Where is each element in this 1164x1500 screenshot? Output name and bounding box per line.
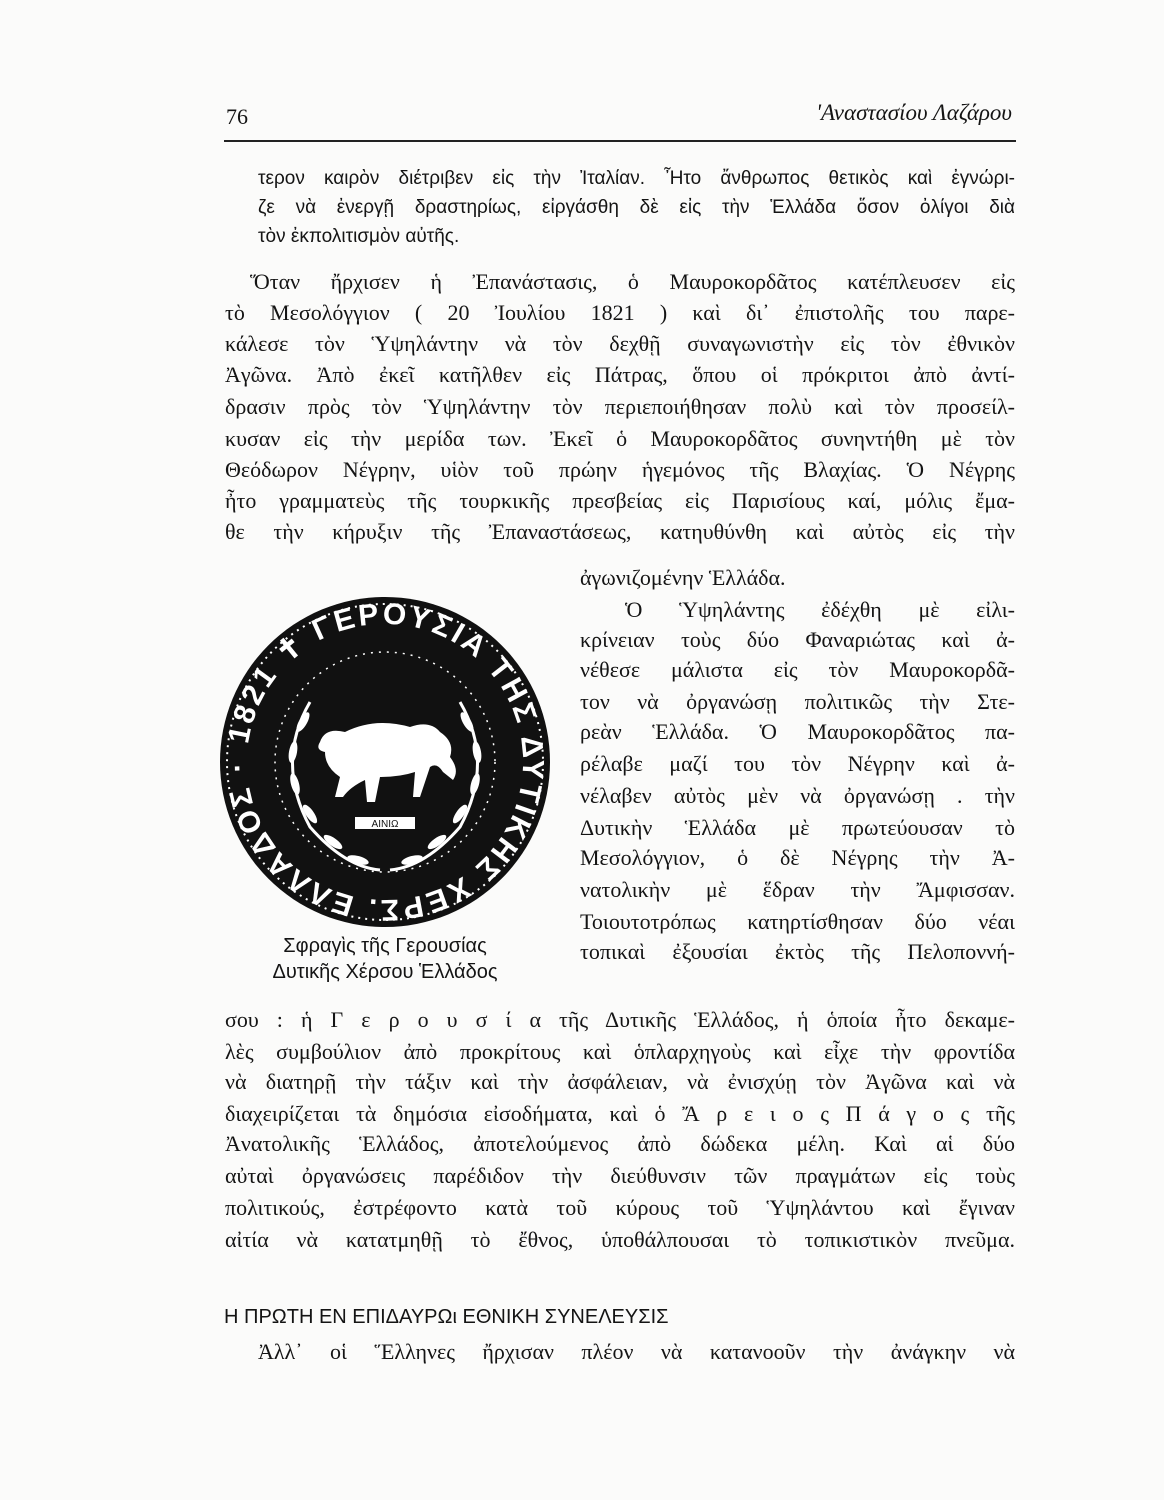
figure-caption-line: Σφραγὶς τῆς Γερουσίας xyxy=(283,935,487,957)
text-line: κυσαν εἰς τὴν μερίδα των. Ἐκεῖ ὁ Μαυροκορδᾶτος συνηντήθη μὲ τὸν xyxy=(225,426,1015,451)
seal-plaque-text: ΑΙΝΙΩ xyxy=(371,819,399,830)
text-line: διαχειρίζεται τὰ δημόσια εἰσοδήματα, καὶ ὁ Ἄ ρ ε ι ο ς Π ά γ ο ς τῆς xyxy=(225,1101,1015,1126)
figure-caption-line: Δυτικῆς Χέρσου Ἑλλάδος xyxy=(272,961,498,983)
text-line: Ἀγῶνα. Ἀπὸ ἐκεῖ κατῆλθεν εἰς Πάτρας, ὅπου οἱ πρόκριτοι ἀπὸ ἀντί- xyxy=(225,362,1015,387)
text-line: Ὁ Ὑψηλάντης ἐδέχθη μὲ εἰλι- xyxy=(625,597,1015,622)
text-line: Θεόδωρον Νέγρην, υἱὸν τοῦ πρώην ἡγεμόνος τῆς Βλαχίας. Ὁ Νέγρης xyxy=(225,457,1015,482)
page-number: 76 xyxy=(226,104,248,129)
text-line: νὰ διατηρῇ τὴν τάξιν καὶ τὴν ἀσφάλειαν, νὰ ἐνισχύῃ τὸν Ἀγῶνα καὶ νὰ xyxy=(225,1069,1015,1094)
text-line: Ἀλλ᾽ οἱ Ἕλληνες ἤρχισαν πλέον νὰ κατανοοῦν τὴν ἀνάγκην νὰ xyxy=(258,1339,1015,1364)
text-line: Τοιουτοτρόπως κατηρτίσθησαν δύο νέαι xyxy=(580,909,1015,934)
text-line: τοπικαὶ ἐξουσίαι ἐκτὸς τῆς Πελοποννή- xyxy=(580,939,1015,964)
text-line: τὸ Μεσολόγγιον ( 20 Ἰουλίου 1821 ) καὶ δι᾽ ἐπιστολῆς του παρε- xyxy=(225,300,1015,325)
text-line: ἀγωνιζομένην Ἑλλάδα. xyxy=(580,565,786,590)
text-line: Μεσολόγγιον, ὁ δὲ Νέγρης τὴν Ἀ- xyxy=(580,845,1015,870)
seal-image xyxy=(215,592,555,932)
text-line: τὸν ἐκπολιτισμὸν αὐτῆς. xyxy=(258,226,460,247)
text-line: κάλεσε τὸν Ὑψηλάντην νὰ τὸν δεχθῇ συναγωνιστὴν εἰς τὸν ἐθνικὸν xyxy=(225,331,1015,356)
running-title: 'Αναστασίου Λαζάρου xyxy=(816,100,1012,125)
section-heading: Η ΠΡΩΤΗ ΕΝ ΕΠΙΔΑΥΡΩι ΕΘΝΙΚΗ ΣΥΝΕΛΕΥΣΙΣ xyxy=(224,1306,669,1328)
text-line: νέθεσε μάλιστα εἰς τὸν Μαυροκορδᾶ- xyxy=(580,657,1015,682)
text-line: σου : ἡ Γ ε ρ ο υ σ ί α τῆς Δυτικῆς Ἑλλάδος, ἡ ὁποία ἦτο δεκαμε- xyxy=(225,1007,1015,1032)
text-line: ρεὰν Ἑλλάδα. Ὁ Μαυροκορδᾶτος πα- xyxy=(580,719,1015,744)
text-line: κρίνειαν τοὺς δύο Φαναριώτας καὶ ἀ- xyxy=(580,627,1015,652)
text-line: τερον καιρὸν διέτριβεν εἰς τὴν Ἰταλίαν. Ἦτο ἄνθρωπος θετικὸς καὶ ἐγνώρι- xyxy=(258,168,1015,189)
text-line: νατολικὴν μὲ ἕδραν τὴν Ἄμφισσαν. xyxy=(580,877,1015,902)
text-line: Δυτικὴν Ἑλλάδα μὲ πρωτεύουσαν τὸ xyxy=(580,815,1015,840)
text-line: τον νὰ ὀργανώσῃ πολιτικῶς τὴν Στε- xyxy=(580,689,1015,714)
text-line: αὐταὶ ὀργανώσεις παρέδιδον τὴν διεύθυνσιν τῶν πραγμάτων εἰς τοὺς xyxy=(225,1163,1015,1188)
header-rule xyxy=(224,140,1016,142)
text-line: ζε νὰ ἐνεργῇ δραστηρίως, εἰργάσθη δὲ εἰς τὴν Ἑλλάδα ὅσον ὀλίγοι διὰ xyxy=(258,197,1015,218)
text-line: λὲς συμβούλιον ἀπὸ προκρίτους καὶ ὁπλαρχηγοὺς καὶ εἶχε τὴν φροντίδα xyxy=(225,1039,1015,1064)
text-line: νέλαβεν αὐτὸς μὲν νὰ ὀργανώσῃ . τὴν xyxy=(580,783,1015,808)
text-line: ρέλαβε μαζί του τὸν Νέγρην καὶ ἀ- xyxy=(580,751,1015,776)
text-line: αἰτία νὰ κατατμηθῇ τὸ ἔθνος, ὑποθάλπουσαι τὸ τοπικιστικὸν πνεῦμα. xyxy=(225,1227,1015,1252)
text-line: πολιτικούς, ἐστρέφοντο κατὰ τοῦ κύρους τοῦ Ὑψηλάντου καὶ ἔγιναν xyxy=(225,1195,1015,1220)
text-line: δρασιν πρὸς τὸν Ὑψηλάντην τὸν περιεποιήθησαν πολὺ καὶ τὸν προσείλ- xyxy=(225,394,1015,419)
seal-inscription: 1821 ✝ ΓΕΡΟΥΣΙΑ ΤΗΣ ΔΥΤΙΚΗΣ ΧΕΡΣ. ΕΛΛΑΔΟΣ · xyxy=(220,597,550,927)
text-line: ἦτο γραμματεὺς τῆς τουρκικῆς πρεσβείας εἰς Παρισίους καί, μόλις ἔμα- xyxy=(225,488,1015,513)
text-line: Ὅταν ἤρχισεν ἡ Ἐπανάστασις, ὁ Μαυροκορδᾶτος κατέπλευσεν εἰς xyxy=(250,269,1015,294)
text-line: θε τὴν κήρυξιν τῆς Ἐπαναστάσεως, κατηυθύνθη καὶ αὐτὸς εἰς τὴν xyxy=(225,519,1015,544)
text-line: Ἀνατολικῆς Ἑλλάδος, ἀποτελούμενος ἀπὸ δώδεκα μέλη. Καὶ αἱ δύο xyxy=(225,1131,1015,1156)
